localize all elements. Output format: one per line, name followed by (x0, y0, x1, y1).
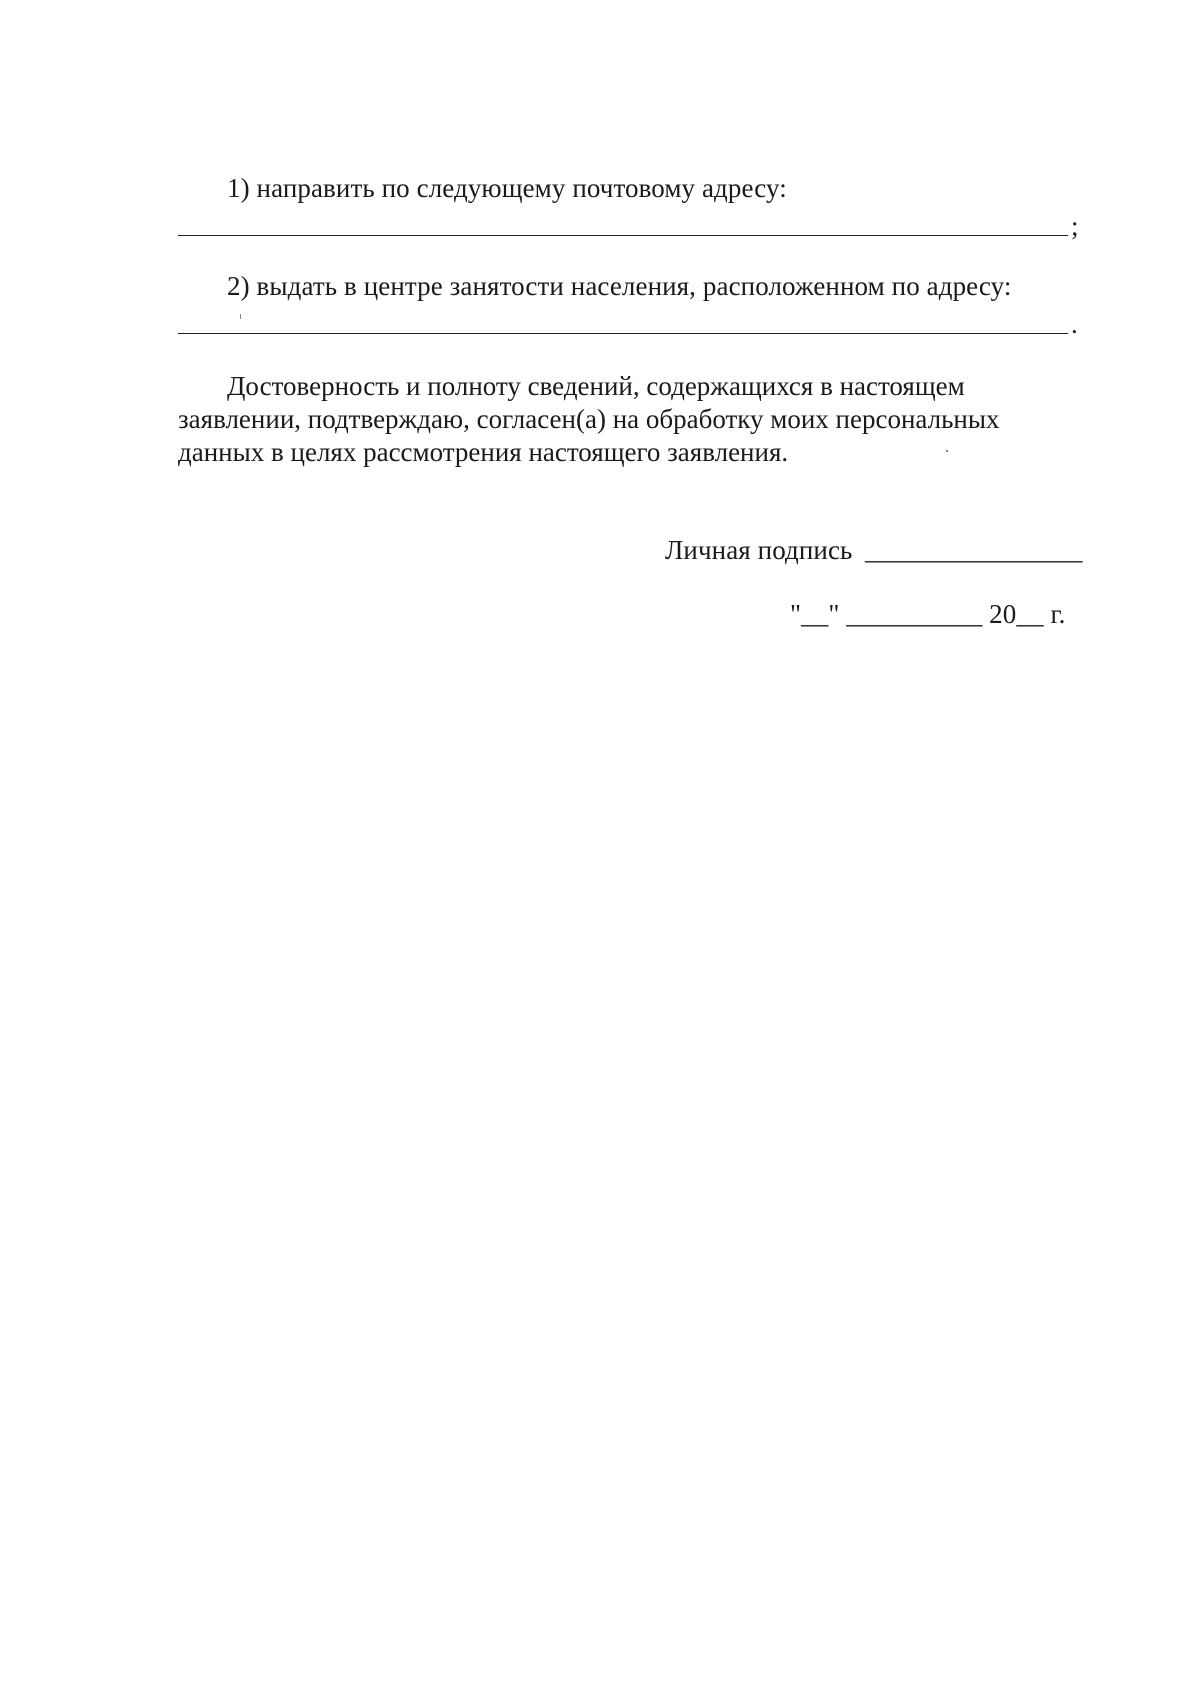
postal-address-trailing-mark: ; (1071, 211, 1079, 241)
delivery-option-1-text: 1) направить по следующему почтовому адресу: (227, 173, 787, 203)
date-month-field[interactable]: __________ (846, 599, 983, 629)
date-quote-close: " (828, 599, 840, 629)
date-year-prefix: 20 (989, 599, 1017, 629)
employment-center-address-trailing-mark: . (1071, 309, 1078, 339)
date-day-field[interactable]: __ (801, 599, 829, 629)
postal-address-field[interactable] (178, 235, 1068, 236)
consent-line-3: данных в целях рассмотрения настоящего заявления. (178, 437, 789, 467)
consent-paragraph (178, 370, 1000, 469)
consent-line-2: заявлении, подтверждаю, согласен(а) на обработку моих персональных (178, 404, 1000, 434)
delivery-option-2-text: 2) выдать в центре занятости населения, расположенном по адресу: (227, 271, 1012, 301)
date-year-suffix: г. (1050, 599, 1066, 629)
date-line (790, 598, 1065, 630)
scan-speck (240, 314, 241, 319)
date-quote-open: " (790, 599, 802, 629)
signature-field[interactable]: ________________ (865, 535, 1083, 565)
date-year-field[interactable]: __ (1016, 599, 1044, 629)
employment-center-address-field[interactable] (178, 333, 1068, 334)
signature-label: Личная подпись (665, 535, 853, 565)
scan-speck (946, 450, 948, 452)
consent-line-1: Достоверность и полноту сведений, содержащихся в настоящем (227, 371, 965, 401)
